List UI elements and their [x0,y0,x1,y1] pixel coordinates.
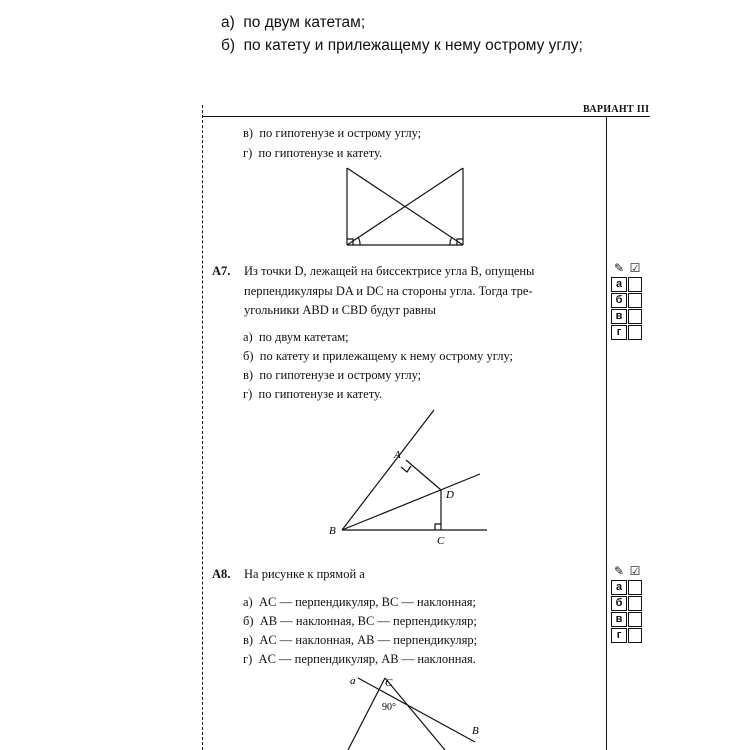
a8-answer-letter-v: в [611,612,627,627]
a7-fig-label-a: A [394,449,401,461]
checkbox-icon: ☑ [629,564,641,578]
pencil-icon: ✎ [613,564,625,578]
figure-two-triangles [340,165,472,251]
a8-answer-checkbox-g[interactable] [628,628,642,643]
a8-answer-checkbox-a[interactable] [628,580,642,595]
a7-answer-checkbox-g[interactable] [628,325,642,340]
a8-option-b[interactable]: б) AB — наклонная, BC — перпендикуляр; [243,614,477,628]
a8-option-v[interactable]: в) AC — наклонная, AB — перпендикуляр; [243,633,478,647]
a7-answer-letter-a: а [611,277,627,292]
a7-number: A7. [212,264,231,278]
a7-answer-box [611,262,645,341]
a7-answer-checkbox-a[interactable] [628,277,642,292]
checkbox-icon: ☑ [629,261,641,275]
dashed-cut-line [202,105,203,750]
figure-perpendicular-slant [330,670,500,750]
a8-fig-label-a: a [350,675,356,687]
a8-answer-letter-g: г [611,628,627,643]
a7-answer-checkbox-b[interactable] [628,293,642,308]
a7-fig-label-d: D [446,489,454,501]
prev-option-v: в) по гипотенузе и острому углу; [243,126,422,140]
a8-option-a[interactable]: а) AC — перпендикуляр, BC — наклонная; [243,595,476,609]
a7-text-line-2: перпендикуляры DA и DC на стороны угла. Тогда тре- [244,284,533,298]
a7-option-a[interactable]: а) по двум катетам; [243,330,349,344]
a8-answer-checkbox-b[interactable] [628,596,642,611]
a8-fig-angle-label: 90° [382,702,396,713]
top-option-a: а) по двум катетам; [221,14,366,31]
a8-number: A8. [212,567,231,581]
a8-answer-checkbox-v[interactable] [628,612,642,627]
a7-answer-letter-b: б [611,293,627,308]
a8-answer-letter-a: а [611,580,627,595]
a7-text-line-3: угольники ABD и CBD будут равны [244,303,436,317]
a7-option-g[interactable]: г) по гипотенузе и катету. [243,387,383,401]
prev-option-g: г) по гипотенузе и катету. [243,146,383,160]
a8-answer-letter-b: б [611,596,627,611]
a7-option-v[interactable]: в) по гипотенузе и острому углу; [243,368,422,382]
a8-option-g[interactable]: г) AC — перпендикуляр, AB — наклонная. [243,652,476,666]
a7-option-b[interactable]: б) по катету и прилежащему к нему острому углу; [243,349,514,363]
header-rule [203,116,650,117]
a7-fig-label-c: C [437,535,445,547]
a7-fig-label-b: B [329,525,336,537]
a7-answer-letter-g: г [611,325,627,340]
a8-fig-label-c: C [385,677,393,689]
figure-angle-bisector [320,400,500,550]
a7-answer-letter-v: в [611,309,627,324]
a7-text-line-1: Из точки D, лежащей на биссектрисе угла B, опущены [244,264,535,278]
a8-answer-box [611,565,645,644]
a7-answer-checkbox-v[interactable] [628,309,642,324]
answer-column-divider [606,117,607,750]
variant-label: ВАРИАНТ III [583,104,650,115]
top-option-b: б) по катету и прилежащему к нему острому углу; [221,37,583,54]
pencil-icon: ✎ [613,261,625,275]
a8-fig-label-b: B [472,725,479,737]
a8-text: На рисунке к прямой a [244,567,365,581]
